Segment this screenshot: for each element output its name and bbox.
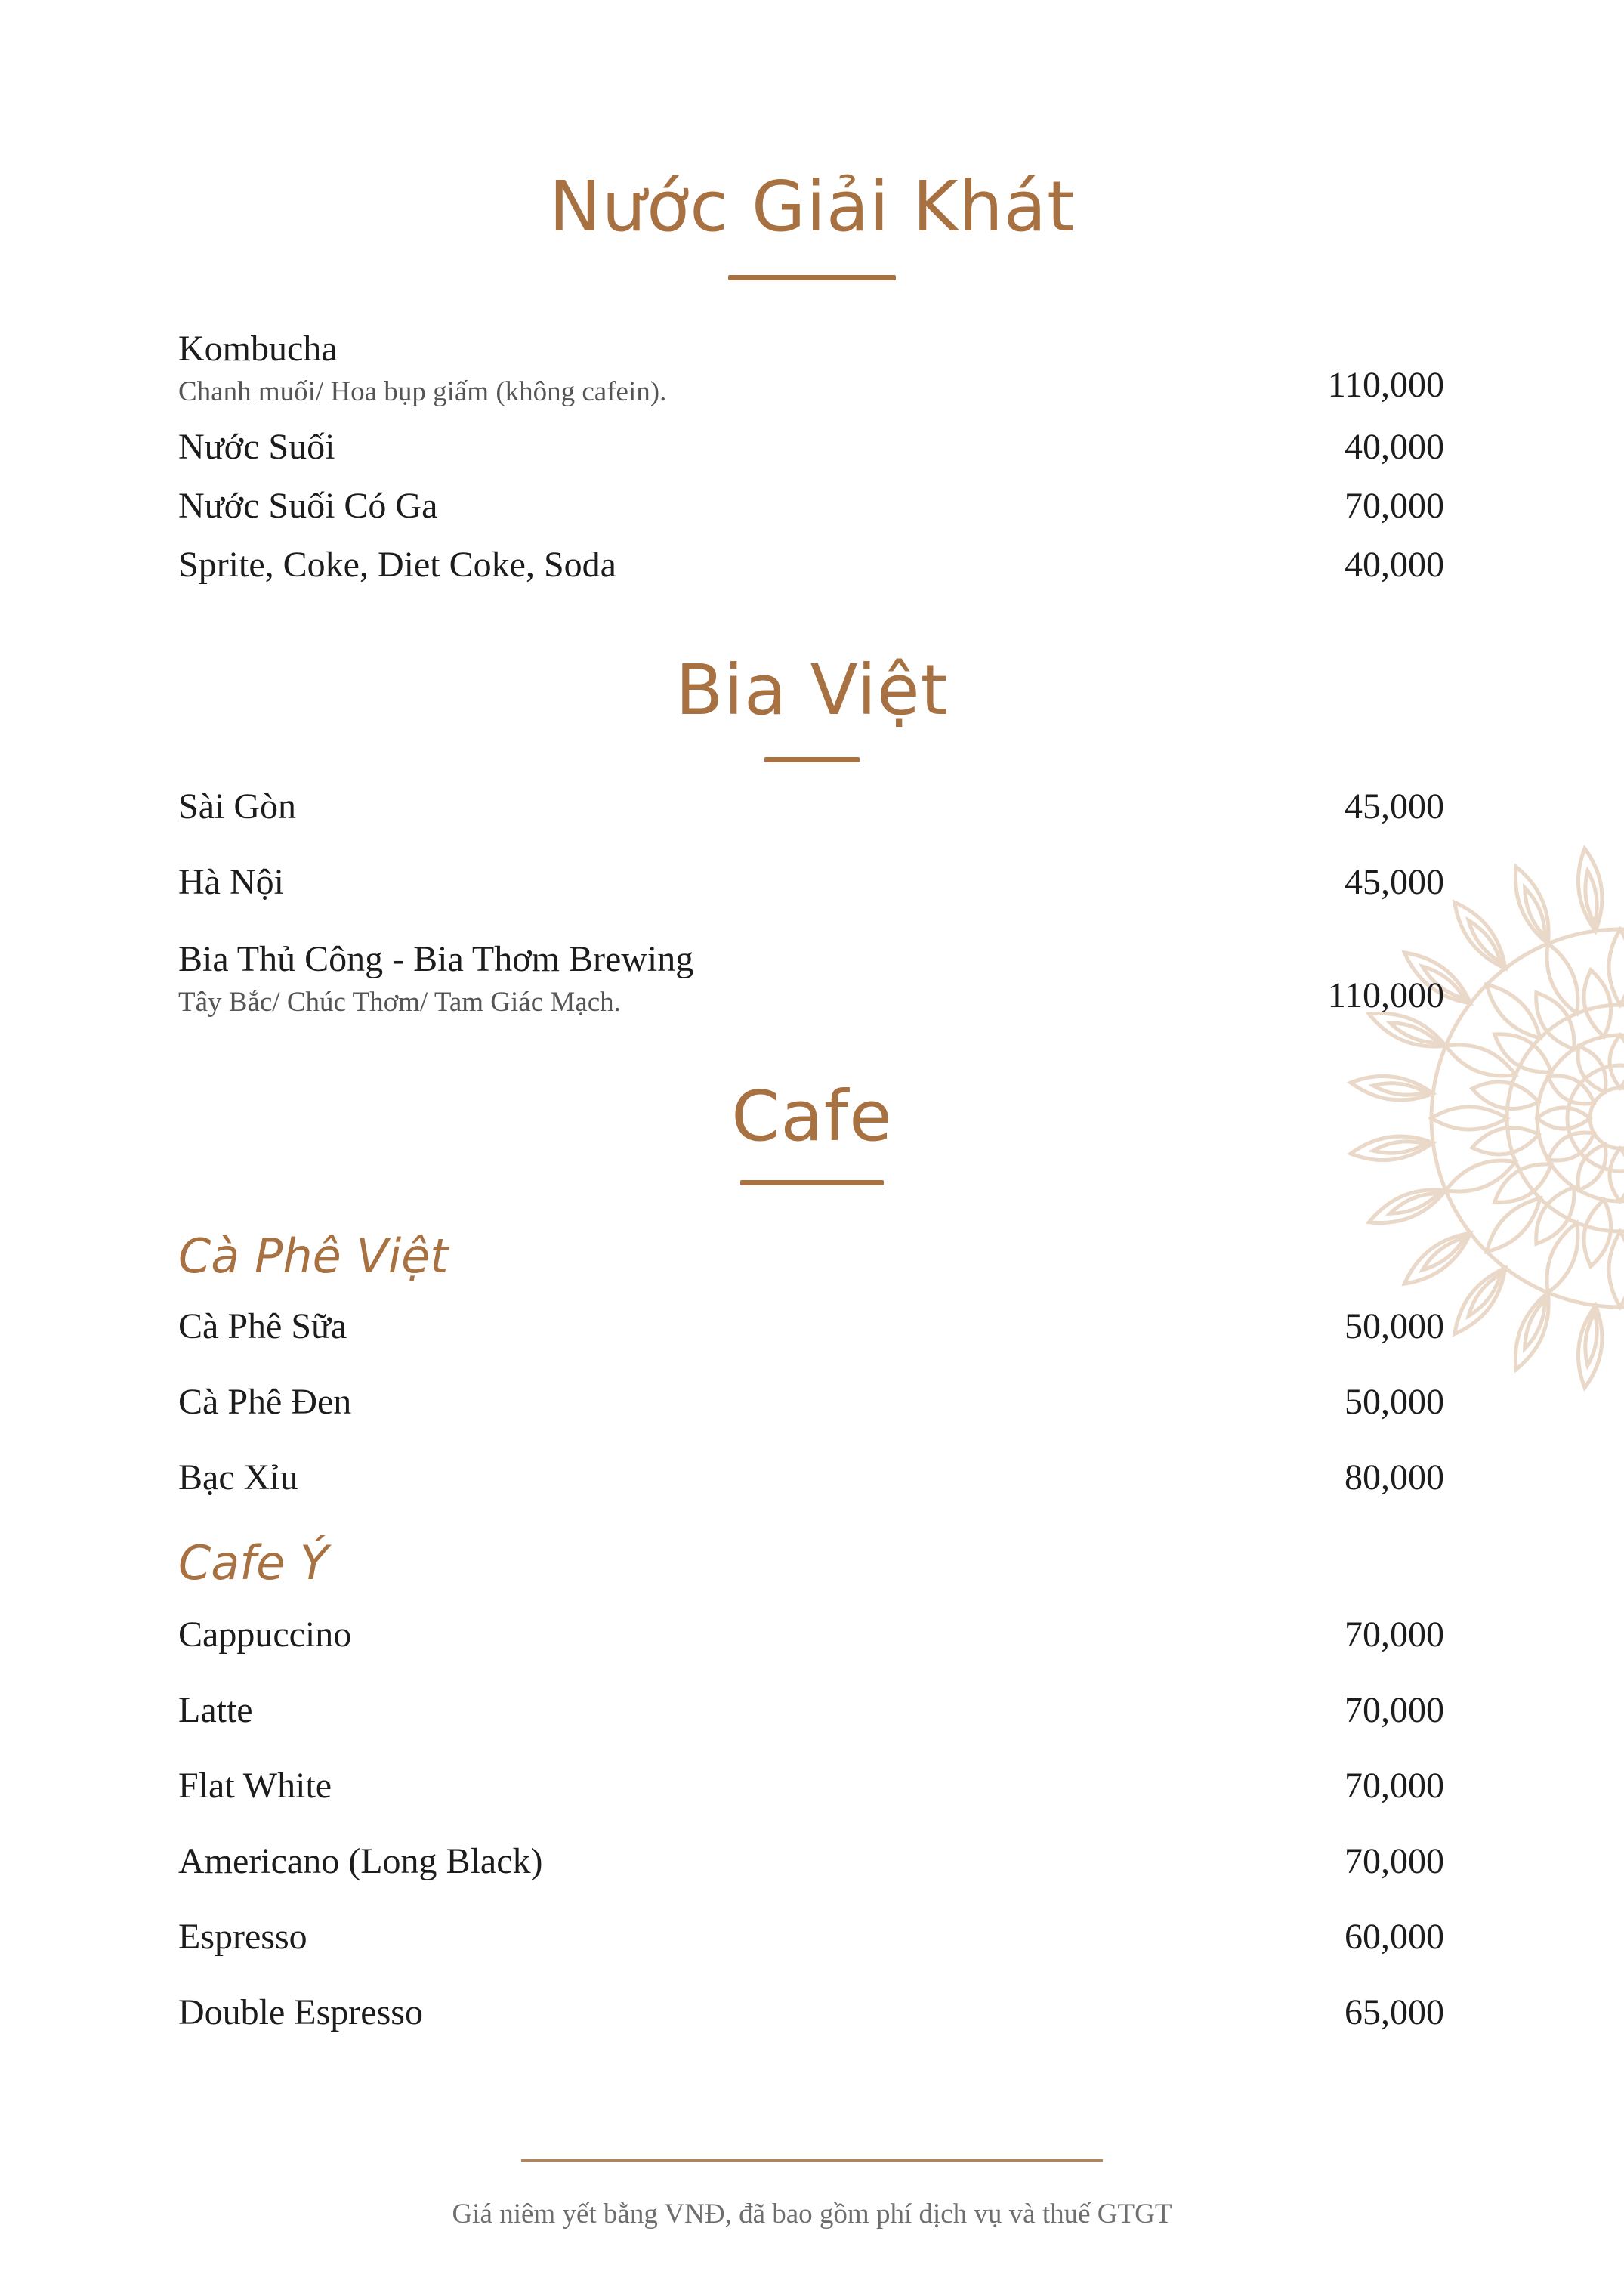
item-price: 70,000 <box>1345 1766 1444 1806</box>
menu-item <box>178 1992 1444 2078</box>
item-name: Hà Nội <box>178 862 284 902</box>
item-name: Cappuccino <box>178 1615 352 1655</box>
menu-item <box>178 1306 1444 1392</box>
menu-item <box>178 1692 1444 1775</box>
menu-item <box>178 864 1444 947</box>
item-price: 60,000 <box>1345 1917 1444 1957</box>
item-price: 50,000 <box>1345 1382 1444 1422</box>
item-price: 65,000 <box>1345 1992 1444 2032</box>
item-description: Tây Bắc/ Chúc Thơm/ Tam Giác Mạch. <box>178 987 621 1018</box>
item-name: Sài Gòn <box>178 786 296 827</box>
item-price: 70,000 <box>1345 1690 1444 1730</box>
section-title-cafe: Cafe <box>731 1076 893 1157</box>
menu-item <box>178 1384 1444 1467</box>
title-underline <box>764 757 860 762</box>
item-price: 70,000 <box>1345 1841 1444 1881</box>
item-name: Cà Phê Đen <box>178 1382 352 1422</box>
item-name: Kombucha <box>178 329 338 369</box>
item-name: Cà Phê Sữa <box>178 1306 347 1346</box>
menu-item <box>178 1617 1444 1700</box>
item-price: 80,000 <box>1345 1457 1444 1497</box>
item-price: 45,000 <box>1345 786 1444 827</box>
item-name: Espresso <box>178 1917 307 1957</box>
item-price: 40,000 <box>1345 545 1444 585</box>
footer-divider <box>521 2159 1103 2162</box>
item-name: Nước Suối <box>178 427 335 467</box>
title-underline <box>740 1180 884 1185</box>
subsection-title-vietnamese-coffee: Cà Phê Việt <box>178 1228 449 1284</box>
footer-note: Giá niêm yết bằng VNĐ, đã bao gồm phí dịch vụ và thuế GTGT <box>452 2199 1172 2230</box>
item-price: 50,000 <box>1345 1306 1444 1346</box>
item-price: 110,000 <box>1327 975 1444 1015</box>
item-name: Flat White <box>178 1766 332 1806</box>
item-price: 70,000 <box>1345 486 1444 526</box>
menu-item <box>178 1768 1444 1851</box>
item-name: Bạc Xỉu <box>178 1457 298 1497</box>
item-name: Latte <box>178 1690 253 1730</box>
menu-item <box>178 1843 1444 1927</box>
menu-item <box>178 786 1444 872</box>
item-description: Chanh muối/ Hoa bụp giấm (không cafein). <box>178 376 667 407</box>
item-price: 70,000 <box>1345 1615 1444 1655</box>
menu-item <box>178 941 1444 1024</box>
item-price: 110,000 <box>1327 365 1444 405</box>
section-title-drinks: Nước Giải Khát <box>548 166 1076 247</box>
menu-item <box>178 331 1444 414</box>
item-name: Americano (Long Black) <box>178 1841 543 1881</box>
item-name: Nước Suối Có Ga <box>178 486 438 526</box>
item-name: Bia Thủ Công - Bia Thơm Brewing <box>178 939 694 979</box>
menu-item <box>178 1457 1444 1543</box>
item-name: Double Espresso <box>178 1992 423 2032</box>
section-title-beer: Bia Việt <box>675 650 949 731</box>
subsection-title-italian-coffee: Cafe Ý <box>178 1535 329 1590</box>
item-name: Sprite, Coke, Diet Coke, Soda <box>178 545 616 585</box>
title-underline <box>728 275 896 280</box>
menu-item <box>178 547 1444 630</box>
menu-item <box>178 1919 1444 2002</box>
item-price: 45,000 <box>1345 862 1444 902</box>
item-price: 40,000 <box>1345 427 1444 467</box>
